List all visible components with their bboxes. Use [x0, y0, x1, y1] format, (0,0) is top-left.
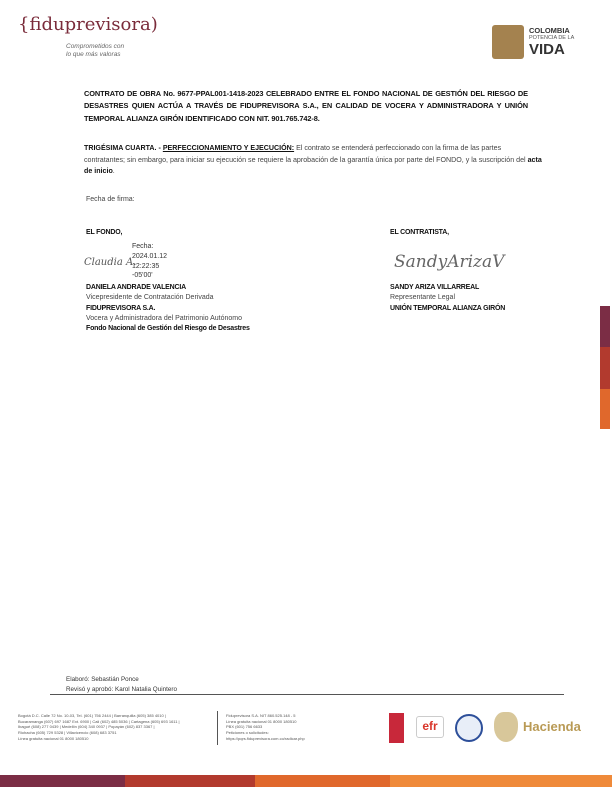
clause-heading: PERFECCIONAMIENTO Y EJECUCIÓN:: [162, 144, 295, 152]
clause-end: .: [112, 167, 115, 175]
fiduprevisora-logo: {fiduprevisora): [18, 14, 158, 35]
contratista-org: UNIÓN TEMPORAL ALIANZA GIRÓN: [390, 304, 506, 312]
gov-logo-line3: VIDA: [529, 41, 565, 58]
footer-separator: [217, 711, 218, 745]
tagline-1: Comprometidos con: [66, 43, 125, 50]
fondo-signer-name: DANIELA ANDRADE VALENCIA: [86, 284, 186, 291]
great-place-badge-icon: [389, 713, 404, 743]
colombia-potencia-logo: [492, 25, 584, 59]
clause-paragraph: [84, 143, 544, 178]
tagline-2: lo que más valoras: [66, 51, 121, 58]
review-block: [66, 675, 177, 695]
contratista-name: SANDY ARIZA VILLARREAL: [390, 284, 480, 291]
stamp-line: -05'00': [132, 272, 153, 280]
side-bar-maroon: [600, 306, 610, 347]
footer-line: Ibagué (608) 277 0439 | Medellín (604) 340 0937 | Popayán (602) 837 3367 |: [18, 724, 155, 730]
footer-line: Línea gratuita nacional 01 8000 180510: [18, 735, 89, 741]
fondo-signer-block: [86, 283, 250, 334]
footer-line: Fiduprevisora S.A. NIT 860.525.148 - 5: [226, 713, 296, 718]
contratista-heading: EL CONTRATISTA,: [390, 229, 449, 236]
efr-badge: efr: [416, 716, 444, 738]
clause-bold: acta de inicio: [84, 155, 542, 175]
stamp-line: 12:22:35: [132, 262, 160, 270]
stripe-red: [125, 775, 255, 787]
fondo-org-role: Vocera y Administradora del Patrimonio Autónomo: [86, 314, 243, 322]
stripe-orange: [255, 775, 390, 787]
gov-logo-line1: COLOMBIA: [529, 26, 570, 35]
gov-logo-line2: POTENCIA DE LA: [529, 35, 575, 41]
coat-of-arms-icon: [494, 712, 518, 742]
side-bar-orange: [600, 389, 610, 429]
clause-text: El contrato se entenderá perfeccionado con la firma de las partes contratantes; sin embargo, para iniciar su ejecución se requiere la aprobación de la garantía única por parte del FONDO, y la suscripción del: [84, 144, 528, 164]
stamp-line: Fecha:: [132, 243, 154, 250]
footer-line: Peticiones o solicitudes:: [226, 730, 269, 736]
footer-offices: [18, 713, 180, 742]
clause-label: TRIGÉSIMA CUARTA. -: [84, 144, 161, 152]
hacienda-logo: Hacienda: [523, 719, 581, 734]
footer-divider: [50, 694, 564, 695]
contract-title: CONTRATO DE OBRA No. 9677-PPAL001-1418-2023 CELEBRADO ENTRE EL FONDO NACIONAL DE GESTIÓN DEL RIESGO DE DESASTRES QUIEN ACTÚA A TRAVÉS DE FIDUPREVISORA S.A., EN CALIDAD DE VOCERA Y ADMINISTRADORA Y UNIÓN TEMPORAL ALIANZA GIRÓN IDENTIFICADO CON NIT. 901.765.742-8.: [84, 89, 528, 123]
fondo-fund: Fondo Nacional de Gestión del Riesgo de Desastres: [86, 325, 250, 333]
footer-line: Riohacha (605) 729 5328 | Villavicencio (608) 683 3751: [18, 730, 117, 736]
fondo-heading: EL FONDO,: [86, 229, 123, 236]
footer-line: PBX (601) 756 6633: [226, 724, 263, 730]
digital-stamp: [132, 242, 167, 281]
footer-contact: [226, 713, 305, 742]
stripe-light-orange: [390, 775, 612, 787]
stamp-line: 2024.01.12: [132, 252, 168, 260]
stripe-maroon: [0, 775, 125, 787]
contratista-role: Representante Legal: [390, 294, 455, 302]
elaboro: Elaboró: Sebastián Ponce: [66, 676, 139, 683]
footer-line: Bogotá D.C. Calle 72 No. 10-03, Tel. (601) 756 2444 | Barranquilla (605) 385 4010 |: [18, 713, 166, 718]
reviso: Revisó y aprobó: Karol Natalia Quintero: [66, 686, 177, 693]
side-bar-red: [600, 347, 610, 389]
fecha-firma: Fecha de firma:: [86, 196, 135, 203]
fondo-signature: Claudia A.: [84, 257, 137, 268]
fondo-org: FIDUPREVISORA S.A.: [86, 304, 156, 312]
tagline: [66, 43, 124, 59]
seal-icon: [455, 714, 483, 742]
contratista-signature: SandyArizaV: [394, 252, 505, 272]
footer-line: Línea gratuita nacional 01 8000 180510: [226, 718, 297, 724]
fondo-signer-role: Vicepresidente de Contratación Derivada: [86, 294, 214, 302]
contratista-signer-block: [390, 283, 505, 314]
footer-line: Bucaramanga (607) 697 1687 Ext. 6900 | Cali (602) 485 5036 | Cartagena (605) 693 1611 |: [18, 718, 180, 724]
footer-line: https://pqrs.fiduprevisora.com.co/radicar.php: [226, 735, 305, 741]
colombia-logo-icon: [492, 25, 524, 59]
